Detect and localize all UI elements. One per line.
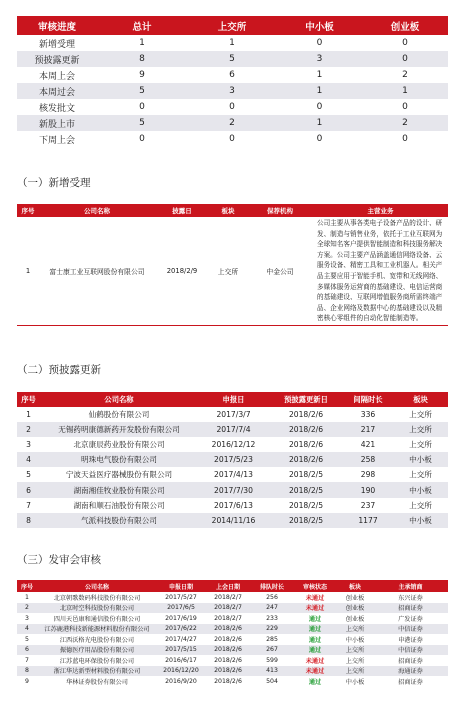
table-cell: 未通过 xyxy=(305,594,325,602)
table-cell: 申港证券 xyxy=(398,636,423,644)
new-accepted-table xyxy=(17,204,448,326)
table-cell: 8 xyxy=(97,51,187,67)
table-cell: 2017/6/22 xyxy=(157,624,205,635)
table-cell: 华林证券股份有限公司 xyxy=(66,678,128,686)
table-cell: 5 xyxy=(187,51,277,67)
table-cell: 2 xyxy=(17,603,37,614)
section2-title: （二）预披露更新 xyxy=(17,364,101,376)
section3-col-header: 板块 xyxy=(337,580,373,592)
summary-col-header: 中小板 xyxy=(277,16,362,35)
section1-col-header: 公司名称 xyxy=(39,204,155,217)
table-cell: 256 xyxy=(266,593,278,601)
table-cell: 2018/2/7 xyxy=(214,614,242,622)
table-cell: 2018/2/6 xyxy=(269,422,343,437)
table-cell: 6 xyxy=(17,645,37,656)
table-cell: 2016/9/20 xyxy=(165,677,197,685)
table-cell: 413 xyxy=(251,666,293,677)
section2-col-header: 预披露更新日 xyxy=(269,392,343,407)
table-cell: 229 xyxy=(251,624,293,635)
table-cell: 四川天邑康和通信股份有限公司 xyxy=(53,615,141,623)
summary-table xyxy=(17,16,448,147)
table-row xyxy=(17,645,448,656)
summary-col-header: 总计 xyxy=(97,16,187,35)
table-row xyxy=(17,99,448,115)
table-cell: 2018/2/6 xyxy=(205,645,251,656)
table-cell: 2 xyxy=(17,422,40,437)
table-cell: 599 xyxy=(266,656,278,664)
table-cell: 6 xyxy=(17,482,40,497)
table-cell: 招商证券 xyxy=(398,657,423,665)
table-cell: 上交所 xyxy=(337,645,373,656)
table-row xyxy=(17,613,448,624)
table-row xyxy=(17,676,448,687)
table-cell: 0 xyxy=(362,51,448,67)
table-cell: 浙江华达新型材料股份有限公司 xyxy=(37,666,157,677)
table-cell: 创业板 xyxy=(345,615,365,623)
table-cell: 9 xyxy=(139,70,145,80)
table-cell: 2018/2/6 xyxy=(214,656,242,664)
table-cell: 267 xyxy=(251,645,293,656)
table-cell: 258 xyxy=(343,452,393,467)
table-cell: 504 xyxy=(266,677,278,685)
table-cell: 217 xyxy=(343,422,393,437)
table-cell: 招商证券 xyxy=(373,603,448,614)
section1-header-row xyxy=(17,204,448,217)
table-cell: 2017/4/27 xyxy=(165,635,197,643)
section2-body xyxy=(17,407,448,528)
table-cell: 2018/2/5 xyxy=(288,470,324,480)
table-cell: 上交所 xyxy=(409,500,432,510)
table-cell: 298 xyxy=(360,470,376,480)
table-cell: 中金公司 xyxy=(247,217,313,325)
table-cell: 2017/7/4 xyxy=(198,422,269,437)
table-cell: 核发批文 xyxy=(38,103,75,114)
table-row xyxy=(17,83,448,99)
table-cell: 上交所 xyxy=(409,440,432,450)
table-row xyxy=(17,666,448,677)
table-cell: 宁波天益医疗器械股份有限公司 xyxy=(65,470,173,480)
table-cell: 1 xyxy=(26,410,31,420)
table-cell: 285 xyxy=(266,635,278,643)
table-cell: 2014/11/16 xyxy=(198,513,269,528)
table-cell: 广发证券 xyxy=(398,615,423,623)
table-cell: 5 xyxy=(97,115,187,131)
table-cell: 气派科技股份有限公司 xyxy=(40,513,198,528)
table-cell: 3 xyxy=(277,51,362,67)
section1-body xyxy=(17,217,448,325)
table-cell: 上交所 xyxy=(409,410,432,420)
section1-title: （一）新增受理 xyxy=(17,177,91,189)
table-cell: 2 xyxy=(402,70,408,80)
table-cell: 2016/12/20 xyxy=(157,666,205,677)
section2-col-header: 板块 xyxy=(393,392,448,407)
table-cell: 2 xyxy=(187,115,277,131)
table-row xyxy=(17,467,448,482)
table-cell: 明珠电气股份有限公司 xyxy=(40,452,198,467)
table-cell: 7 xyxy=(26,500,31,510)
table-cell: 上交所 xyxy=(409,470,432,480)
table-row xyxy=(17,51,448,67)
table-cell: 2018/2/7 xyxy=(205,603,251,614)
table-cell: 336 xyxy=(360,410,376,420)
table-cell: 9 xyxy=(25,677,29,685)
table-cell: 5 xyxy=(97,83,187,99)
table-cell: 未通过 xyxy=(305,657,325,665)
table-cell: 创业板 xyxy=(337,603,373,614)
table-cell: 中小板 xyxy=(393,513,448,528)
table-cell: 2016/6/17 xyxy=(165,656,197,664)
summary-body xyxy=(17,35,448,147)
section3-col-header: 审核状态 xyxy=(293,580,337,592)
table-cell: 预披露更新 xyxy=(17,51,97,67)
table-cell: 创业板 xyxy=(345,594,365,602)
table-cell: 北京时空科技股份有限公司 xyxy=(37,603,157,614)
table-row xyxy=(17,498,448,513)
table-cell: 2017/5/15 xyxy=(157,645,205,656)
table-cell: 421 xyxy=(360,440,376,450)
table-row xyxy=(17,115,448,131)
table-cell: 1 xyxy=(277,83,362,99)
table-cell: 下周上会 xyxy=(38,135,75,146)
table-cell: 0 xyxy=(402,38,408,48)
table-cell: 1 xyxy=(229,38,235,48)
table-cell: 通过 xyxy=(308,636,322,644)
table-cell: 通过 xyxy=(293,624,337,635)
table-cell: 湖南和顺石油股份有限公司 xyxy=(73,500,165,510)
table-cell: 0 xyxy=(139,134,145,144)
table-cell: 8 xyxy=(17,666,37,677)
section2-col-header: 序号 xyxy=(17,392,40,407)
table-cell: 2018/2/5 xyxy=(269,513,343,528)
table-cell: 公司主要从事各类电子设备产品的设计、研发、制造与销售业务，依托于工业互联网为全球知名客户提供智能制造和科技服务解决方案。公司主要产品涵盖通信网络设备、云服务设备、精密工具和工业机器人。相关产品主要应用于智能手机、宽带和无线网络、多媒体服务运营商的基础建设、电信运营商的基础建设、互联网增值服务商所需终端产品、企业网络及数据中心的基础建设以及精密核心零组件的自动化智能制造等。 xyxy=(313,217,448,325)
table-cell: 2017/3/7 xyxy=(216,410,251,420)
table-cell: 1177 xyxy=(343,513,393,528)
table-cell: 2017/6/19 xyxy=(165,614,197,622)
table-cell: 上交所 xyxy=(393,422,448,437)
table-cell: 2017/7/30 xyxy=(198,482,269,497)
table-row xyxy=(17,407,448,422)
table-cell: 2018/2/6 xyxy=(205,624,251,635)
summary-col-header: 审核进度 xyxy=(17,16,97,35)
table-cell: 1 xyxy=(277,115,362,131)
table-cell: 2017/5/27 xyxy=(165,593,197,601)
table-cell: 江苏鹿港科技新能源材料股份有限公司 xyxy=(37,624,157,635)
table-row xyxy=(17,624,448,635)
table-cell: 2018/2/5 xyxy=(269,482,343,497)
summary-header-row xyxy=(17,16,448,35)
table-cell: 0 xyxy=(139,102,145,112)
table-cell: 2018/2/6 xyxy=(214,635,242,643)
table-row xyxy=(17,592,448,603)
section1-col-header: 序号 xyxy=(17,204,39,217)
table-cell: 北京朝歌数码科技股份有限公司 xyxy=(53,594,141,602)
table-cell: 3 xyxy=(26,440,31,450)
table-cell: 新增受理 xyxy=(38,39,75,50)
table-cell: 0 xyxy=(316,134,323,144)
table-cell: 无锡药明康德新药开发股份有限公司 xyxy=(40,422,198,437)
section1-col-header: 保荐机构 xyxy=(247,204,313,217)
table-row xyxy=(17,513,448,528)
table-cell: 中小板 xyxy=(393,482,448,497)
table-cell: 2016/12/12 xyxy=(211,440,256,450)
table-cell: 1 xyxy=(25,593,29,601)
table-cell: 0 xyxy=(402,134,408,144)
table-cell: 233 xyxy=(266,614,278,622)
table-cell: 2018/2/6 xyxy=(214,677,242,685)
table-cell: 上交所 xyxy=(345,657,365,665)
table-cell: 0 xyxy=(229,102,235,112)
table-cell: 新股上市 xyxy=(17,115,97,131)
section1-col-header: 披露日 xyxy=(155,204,209,217)
table-row xyxy=(17,655,448,666)
table-cell: 上交所 xyxy=(209,217,247,325)
table-cell: 通过 xyxy=(308,678,322,686)
table-cell: 1 xyxy=(316,70,323,80)
table-cell: 2018/2/6 xyxy=(269,452,343,467)
table-cell: 江苏蓝电环保股份有限公司 xyxy=(59,657,135,665)
table-row xyxy=(17,422,448,437)
table-cell: 2017/4/13 xyxy=(214,470,253,480)
table-cell: 本周过会 xyxy=(17,83,97,99)
section3-col-header: 公司名称 xyxy=(37,580,157,592)
table-cell: 4 xyxy=(17,452,40,467)
section2-col-header: 间隔时长 xyxy=(343,392,393,407)
section2-col-header: 公司名称 xyxy=(40,392,198,407)
table-cell: 通过 xyxy=(308,615,322,623)
table-cell: 北京康辰药业股份有限公司 xyxy=(73,440,165,450)
table-cell: 0 xyxy=(402,102,408,112)
table-cell: 0 xyxy=(316,38,323,48)
table-cell: 2017/6/13 xyxy=(214,500,253,510)
prospectus-update-table xyxy=(17,392,448,528)
table-cell: 上交所 xyxy=(337,666,373,677)
table-cell: 2018/2/7 xyxy=(214,593,242,601)
table-cell: 247 xyxy=(251,603,293,614)
table-cell: 中小板 xyxy=(345,678,365,686)
section3-col-header: 序号 xyxy=(17,580,37,592)
table-cell: 2017/6/5 xyxy=(157,603,205,614)
table-cell: 未通过 xyxy=(293,666,337,677)
table-cell: 湖南湘佳牧业股份有限公司 xyxy=(40,482,198,497)
table-cell: 2018/2/9 xyxy=(155,217,209,325)
section1-col-header: 主营业务 xyxy=(313,204,448,217)
table-row xyxy=(17,131,448,147)
table-cell: 2018/2/6 xyxy=(288,440,324,450)
section1-col-header: 板块 xyxy=(209,204,247,217)
table-cell: 3 xyxy=(187,83,277,99)
table-cell: 2017/5/23 xyxy=(198,452,269,467)
table-cell: 富士康工业互联网股份有限公司 xyxy=(39,217,155,325)
section3-col-header: 主承销商 xyxy=(373,580,448,592)
table-cell: 237 xyxy=(360,500,376,510)
section3-title: （三）发审会审核 xyxy=(17,554,101,566)
table-cell: 2 xyxy=(362,115,448,131)
section3-col-header: 上会日期 xyxy=(205,580,251,592)
table-cell: 3 xyxy=(25,614,29,622)
section3-header-row xyxy=(17,580,448,592)
table-row xyxy=(17,35,448,51)
table-cell: 4 xyxy=(17,624,37,635)
table-cell: 6 xyxy=(229,70,235,80)
table-cell: 8 xyxy=(17,513,40,528)
table-cell: 2018/2/6 xyxy=(288,410,324,420)
table-row xyxy=(17,634,448,645)
table-cell: 海通证券 xyxy=(373,666,448,677)
section3-col-header: 申报日期 xyxy=(157,580,205,592)
table-cell: 7 xyxy=(25,656,29,664)
table-cell: 本周上会 xyxy=(38,71,75,82)
table-cell: 江西沃格光电股份有限公司 xyxy=(59,636,135,644)
table-cell: 中信证券 xyxy=(373,645,448,656)
table-cell: 中信证券 xyxy=(373,624,448,635)
table-cell: 2018/2/6 xyxy=(205,666,251,677)
table-row xyxy=(17,67,448,83)
table-cell: 5 xyxy=(26,470,31,480)
table-cell: 0 xyxy=(316,102,323,112)
table-cell: 上交所 xyxy=(337,624,373,635)
table-row xyxy=(17,482,448,497)
table-cell: 通过 xyxy=(293,645,337,656)
table-cell: 0 xyxy=(229,134,235,144)
section3-col-header: 排队时长 xyxy=(251,580,293,592)
section2-col-header: 申报日 xyxy=(198,392,269,407)
table-cell: 仙鹤股份有限公司 xyxy=(88,410,150,420)
table-cell: 招商证券 xyxy=(398,678,423,686)
table-cell: 未通过 xyxy=(293,603,337,614)
table-row xyxy=(17,217,448,325)
table-cell: 振德医疗用品股份有限公司 xyxy=(37,645,157,656)
section2-header-row xyxy=(17,392,448,407)
table-cell: 190 xyxy=(343,482,393,497)
table-cell: 中小板 xyxy=(345,636,365,644)
table-cell: 东兴证券 xyxy=(398,594,423,602)
review-meeting-table xyxy=(17,580,448,687)
table-cell: 5 xyxy=(25,635,29,643)
table-cell: 中小板 xyxy=(393,452,448,467)
table-cell: 1 xyxy=(17,217,39,325)
summary-col-header: 上交所 xyxy=(187,16,277,35)
table-cell: 1 xyxy=(362,83,448,99)
section3-body xyxy=(17,592,448,687)
table-cell: 2018/2/5 xyxy=(288,500,324,510)
table-cell: 1 xyxy=(139,38,145,48)
table-row xyxy=(17,437,448,452)
summary-col-header: 创业板 xyxy=(362,16,448,35)
table-row xyxy=(17,603,448,614)
table-row xyxy=(17,452,448,467)
